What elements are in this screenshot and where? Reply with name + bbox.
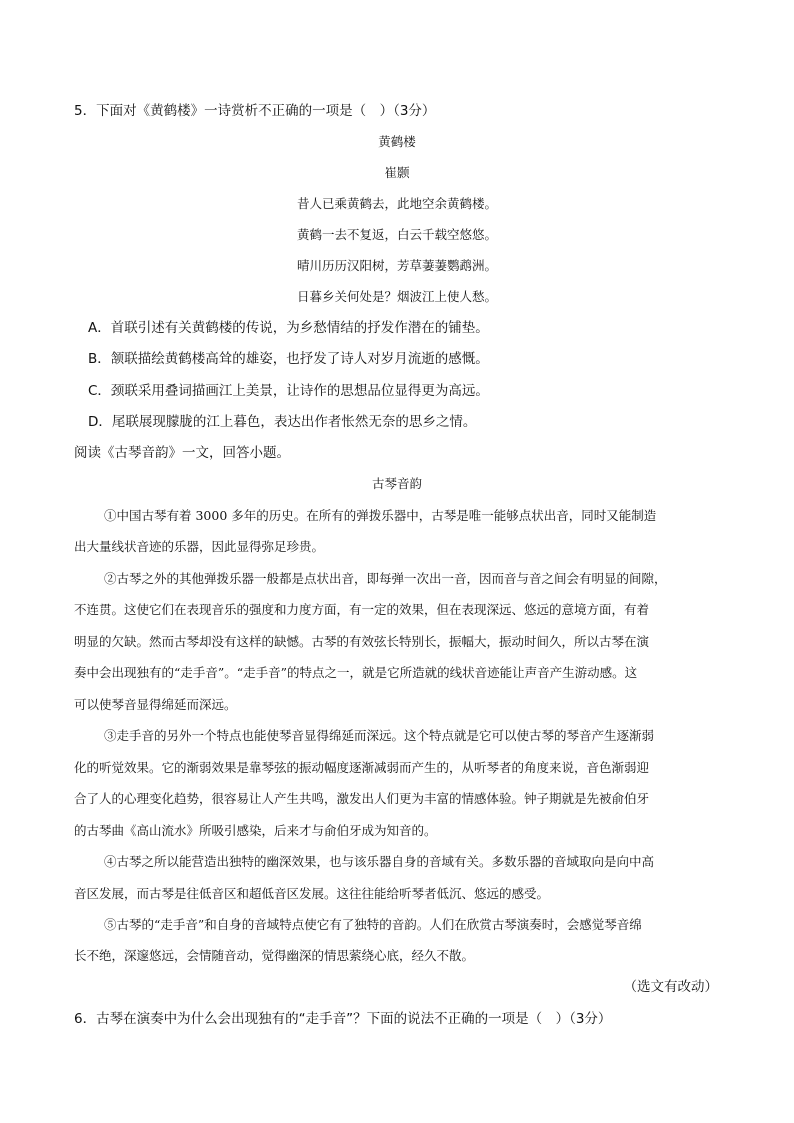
passage-line: 奏中会出现独有的“走手音”。“走手音”的特点之一，就是它所造就的线状音迹能让声音产生游动感。这: [74, 665, 638, 680]
question-5-stem: 5．下面对《黄鹤楼》一诗赏析不正确的一项是（ ）（3分）: [74, 103, 436, 119]
option-d: D．尾联展现朦胧的江上暮色，表达出作者怅然无奈的思乡之情。: [88, 414, 477, 430]
passage-line: 的古琴曲《高山流水》所吸引感染，后来才与俞伯牙成为知音的。: [74, 823, 437, 838]
passage-line: ⑤古琴的“走手音”和自身的音域特点使它有了独特的音韵。人们在欣赏古琴演奏时，会感觉琴音绵: [104, 917, 642, 932]
passage-line: 出大量线状音迹的乐器，因此显得弥足珍贵。: [74, 539, 325, 554]
poem-author: 崔颢: [384, 165, 410, 180]
question-6-stem: 6．古琴在演奏中为什么会出现独有的“走手音”？下面的说法不正确的一项是（ ）（3分）: [74, 1011, 612, 1027]
passage-title: 古琴音韵: [371, 476, 422, 491]
poem-title: 黄鹤楼: [378, 134, 416, 149]
poem-line: 昔人已乘黄鹤去，此地空余黄鹤楼。: [296, 196, 497, 211]
passage-line: 音区发展，而古琴是往低音区和超低音区发展。这往往能给听琴者低沉、悠远的感受。: [74, 886, 550, 901]
passage-line: 化的听觉效果。它的渐弱效果是靠琴弦的振动幅度逐渐减弱而产生的，从听琴者的角度来说，音色渐弱迎: [74, 760, 650, 775]
poem-line: 晴川历历汉阳树，芳草萋萋鹦鹉洲。: [296, 258, 497, 273]
passage-line: ③走手音的另外一个特点也能使琴音显得绵延而深远。这个特点就是它可以使古琴的琴音产生逐渐弱: [104, 728, 655, 743]
passage-line: ④古琴之所以能营造出独特的幽深效果，也与该乐器自身的音域有关。多数乐器的音域取向是向中高: [104, 854, 655, 869]
option-b: B．颔联描绘黄鹤楼高耸的雄姿，也抒发了诗人对岁月流逝的感慨。: [88, 351, 489, 367]
passage-line: 合了人的心理变化趋势，很容易让人产生共鸣，激发出人们更为丰富的情感体验。钟子期就是先被俞伯牙: [74, 791, 650, 806]
passage-line: 不连贯。这使它们在表现音乐的强度和力度方面，有一定的效果，但在表现深远、悠远的意境方面，有着: [74, 602, 650, 617]
option-a: A．首联引述有关黄鹤楼的传说，为乡愁情结的抒发作潜在的铺垫。: [88, 320, 489, 336]
poem-line: 黄鹤一去不复返，白云千载空悠悠。: [296, 227, 497, 242]
poem-line: 日暮乡关何处是？烟波江上使人愁。: [296, 289, 497, 304]
reading-instruction: 阅读《古琴音韵》一文，回答小题。: [74, 445, 290, 461]
passage-line: 明显的欠缺。然而古琴却没有这样的缺憾。古琴的有效弦长特别长，振幅大，振动时间久，所以古琴在演: [74, 634, 650, 649]
passage-line: ①中国古琴有着 3000 多年的历史。在所有的弹拨乐器中，古琴是唯一能够点状出音，同时又能制造: [104, 508, 657, 523]
option-c: C．颈联采用叠词描画江上美景，让诗作的思想品位显得更为高远。: [88, 383, 489, 399]
passage-line: 可以使琴音显得绵延而深远。: [74, 697, 237, 712]
passage-source-note: （选文有改动）: [623, 979, 718, 995]
passage-line: 长不绝，深邃悠远，会情随音动，觉得幽深的情思萦绕心底，经久不散。: [74, 948, 475, 963]
passage-line: ②古琴之外的其他弹拨乐器一般都是点状出音，即每弹一次出一音，因而音与音之间会有明显的间隙，: [104, 571, 667, 586]
